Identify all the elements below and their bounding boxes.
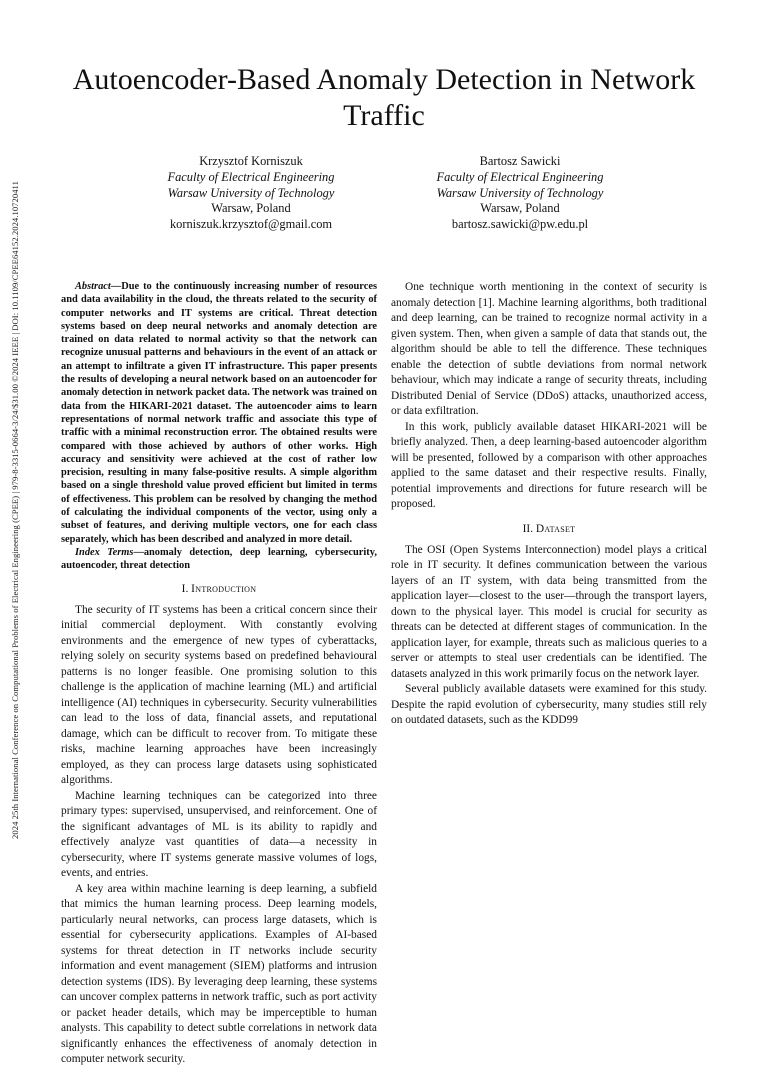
abstract-label: Abstract <box>75 281 111 292</box>
index-terms-text: —anomaly detection, deep learning, cybersecurity, autoencoder, threat detection <box>61 546 377 572</box>
abstract-text: —Due to the continuously increasing number of resources and data availability in the cloud, the threats related to the security of computer networks and IT systems are critical. Threat detection systems based on deep neural networks and anomaly detection are trained on data related to normal activity so that the network can recognize unusual patterns and behaviours in the event of an attack or an attempt to infiltrate a given IT infrastructure. This paper presents the results of developing a neural network based on an autoencoder for anomaly detection in network packet data. The network was trained on data from the HIKARI-2021 dataset. The autoencoder aims to learn representations of normal network traffic and associate this type of traffic with a minimal reconstruction error. The obtained results were compared with those achieved by authors of other works. High accuracy and sensitivity were achieved at the cost of rather low precision, resulting in many false-positive results. A simple algorithm based on a single threshold value proved efficient but limited in terms of effectiveness. This problem can be resolved by changing the method of calculating the individual components of the vector, using only a subset of features, and deriving multiple vectors, one for each class separately, which has been described and analyzed in more detail. <box>61 281 377 545</box>
author-block-1 <box>121 154 381 233</box>
doi-sidebar <box>8 120 22 900</box>
abstract <box>61 280 377 546</box>
author-university: Warsaw University of Technology <box>167 185 335 200</box>
section-numeral: I. <box>181 582 189 595</box>
doi-sidebar-text: 2024 25th International Conference on Computational Problems of Electrical Engineering (CPEE) | 979-8-3315-0664-3/24/$31.00 ©2024 IEEE | DOI: 10.1109/CPEE64152.2024.10720411 <box>10 181 20 839</box>
author-name: Krzysztof Korniszuk <box>199 154 303 168</box>
author-location: Warsaw, Poland <box>211 201 291 216</box>
author-name: Bartosz Sawicki <box>479 154 561 168</box>
section-title: Dataset <box>535 522 576 535</box>
intro-paragraph-4: One technique worth mentioning in the context of security is anomaly detection [1]. Machine learning algorithms, both traditional and deep learning, can be trained to recognize normal activity in a given system. Then, when given a sample of data that stands out, the algorithm should be able to tell the difference. These techniques enable the detection of subtle deviations from normal network behaviour, which may indicate a range of security threats, including Distributed Denial of Service (DDoS) attacks, unauthorized access, or data exfiltration. <box>391 281 707 417</box>
intro-paragraph-1: The security of IT systems has been a critical concern since their initial commercial deployment. With constantly evolving environments and the emergence of new types of cyberattacks, relying solely on security systems based on predefined behavioural patterns is no longer feasible. One promising solution to this challenge is the application of machine learning (ML) and artificial intelligence (AI) techniques in cybersecurity. Security vulnerabilities can lead to the loss of data, financial assets, and reputational damage, which can be difficult to recover from. To mitigate these risks, machine learning approaches have been increasingly employed, as they can process large datasets using sophisticated algorithms. <box>61 603 377 787</box>
section-heading-dataset <box>391 522 707 537</box>
index-terms <box>61 546 377 573</box>
author-email: korniszuk.krzysztof@gmail.com <box>169 217 333 232</box>
intro-paragraph-3: A key area within machine learning is deep learning, a subfield that mimics the human learning process. Deep learning models, particularly neural networks, can process large datasets, which is essential for cybersecurity applications. Examples of AI-based systems for threat detection in IT networks include security information and event management (SIEM) platforms and intrusion detection systems (IDS). By leveraging deep learning, these systems can uncover complex patterns in network traffic, such as port activity or packet header details, which may be imperceptible to human analysts. This capability to detect subtle correlations in network data significantly enhances the effectiveness of anomaly detection in computer network security. <box>61 882 377 1066</box>
section-heading-introduction <box>61 582 377 597</box>
index-terms-label: Index Terms <box>75 546 134 558</box>
dataset-paragraph-1: The OSI (Open Systems Interconnection) model plays a critical role in IT security. It defines communication between the various layers of an IT system, with data being transmitted from the application layer—closest to the user—through the transport layers, down to the physical layer. This model is crucial for security as threats can be detected at different stages of communication. In the application layer, for example, threats such as malicious queries to a server or attempts to steal user credentials can be identified. The datasets analyzed in this work primarily focus on the network layer. <box>391 543 707 680</box>
author-faculty: Faculty of Electrical Engineering <box>436 169 604 184</box>
dataset-paragraph-2: Several publicly available datasets were examined for this study. Despite the rapid evolution of cybersecurity, many studies still rely on outdated datasets, such as the KDD99 <box>391 683 707 726</box>
author-block-2 <box>390 154 650 233</box>
intro-paragraph-2: Machine learning techniques can be categorized into three primary types: supervised, unsupervised, and reinforcement. One of the significant advantages of ML is its ability to rapidly and effectively analyze vast quantities of data—a necessity in cybersecurity, where IT systems generate massive volumes of logs, events, and entries. <box>61 789 377 880</box>
section-title: Introduction <box>191 582 257 595</box>
author-faculty: Faculty of Electrical Engineering <box>167 169 335 184</box>
left-column <box>61 280 377 1068</box>
right-column <box>391 280 707 729</box>
author-location: Warsaw, Poland <box>480 201 560 216</box>
section-numeral: II. <box>522 522 534 535</box>
author-university: Warsaw University of Technology <box>436 185 604 200</box>
intro-paragraph-5: In this work, publicly available dataset HIKARI-2021 will be briefly analyzed. Then, a deep learning-based autoencoder algorithm will be presented, followed by a comparison with other approaches applied to the same dataset and their respective results. Finally, potential improvements and directions for future research will be proposed. <box>391 420 707 510</box>
paper-title: Autoencoder-Based Anomaly Detection in Network Traffic <box>72 63 696 132</box>
author-email: bartosz.sawicki@pw.edu.pl <box>451 217 589 232</box>
